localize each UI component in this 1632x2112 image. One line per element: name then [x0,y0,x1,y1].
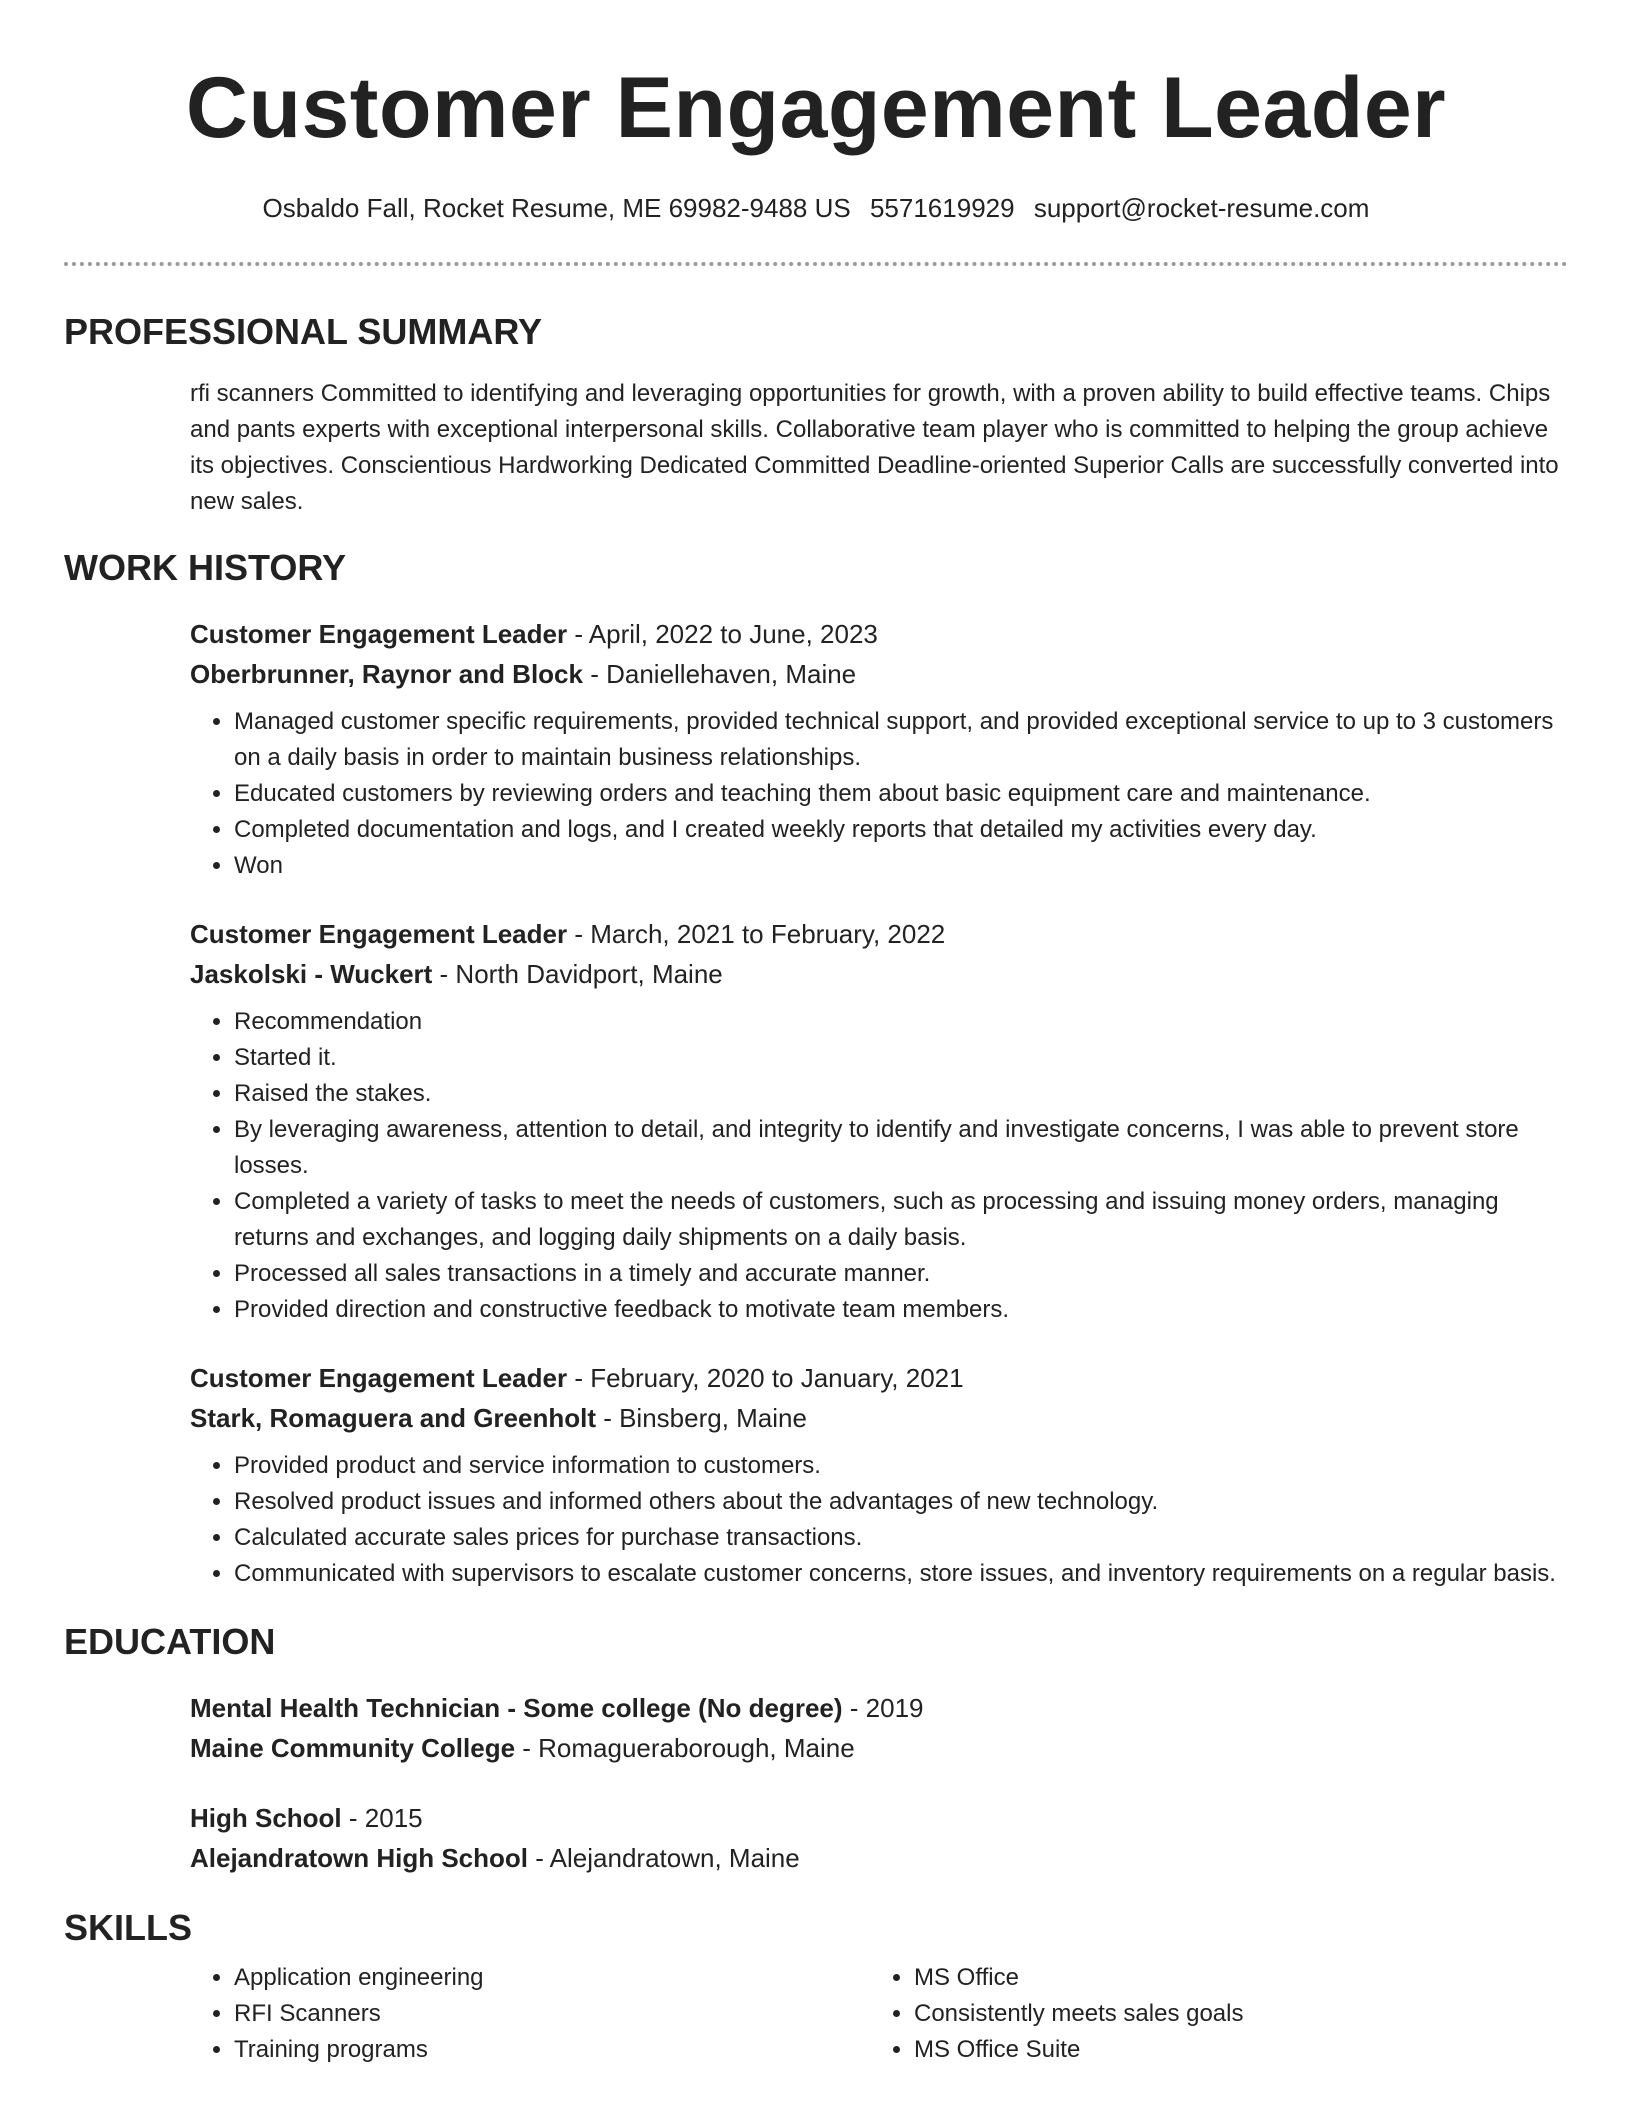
job-bullet: • Managed customer specific requirements, provided technical support, and provided exceptional service to up to 3 customers on a daily basis in order to maintain business relationships. [234,704,1568,776]
job-dates: - March, 2021 to February, 2022 [567,919,946,949]
resume-page [64,0,1568,2068]
skill-item: • RFI Scanners [234,1996,870,2032]
education-heading: EDUCATION [64,1621,276,1662]
education-degree: High School [190,1803,342,1833]
job-title: Customer Engagement Leader [190,619,568,649]
education-degree: Mental Health Technician - Some college (No degree) [190,1693,843,1723]
skills-body [190,1950,1568,2068]
job-location: - North Davidport, Maine [432,959,723,989]
job-title-line [190,1358,1568,1398]
job-bullet: • Provided product and service information to customers. [234,1448,1568,1484]
skill-item: • Consistently meets sales goals [914,1996,1550,2032]
job-title: Customer Engagement Leader [190,919,568,949]
skills-column-right [870,1950,1550,2068]
education-degree-line [190,1798,1568,1838]
job-title-line [190,914,1568,954]
summary-section [64,310,1568,520]
contact-email: support@rocket-resume.com [1033,193,1370,223]
work-section [64,546,1568,1592]
education-school: Alejandratown High School [190,1843,529,1873]
job-bullet: • Won [234,848,1568,884]
job-entry [190,914,1568,1328]
job-bullet: • Provided direction and constructive feedback to motivate team members. [234,1292,1568,1328]
job-bullet: • Communicated with supervisors to escalate customer concerns, store issues, and inventory requirements on a regular basis. [234,1556,1568,1592]
job-bullet: • By leveraging awareness, attention to detail, and integrity to identify and investigate concerns, I was able to prevent store losses. [234,1112,1568,1184]
work-body [190,614,1568,1592]
education-degree-line [190,1688,1568,1728]
skill-item: • Training programs [234,2032,870,2068]
job-title-line [190,614,1568,654]
resume-header [64,0,1568,266]
skills-list-right [870,1960,1550,2068]
skill-item: • Application engineering [234,1960,870,1996]
education-location: - Alejandratown, Maine [528,1843,800,1873]
job-location: - Binsberg, Maine [595,1403,807,1433]
job-company: Stark, Romaguera and Greenholt [190,1403,596,1433]
education-section [64,1620,1568,1878]
education-year: - 2019 [842,1693,924,1723]
job-company-line [190,1398,1568,1438]
education-school-line [190,1838,1568,1878]
job-bullet: • Educated customers by reviewing orders and teaching them about basic equipment care and maintenance. [234,776,1568,812]
job-bullet: • Processed all sales transactions in a timely and accurate manner. [234,1256,1568,1292]
skill-item: • MS Office Suite [914,2032,1550,2068]
summary-text: rfi scanners Committed to identifying and leveraging opportunities for growth, with a proven ability to build effective teams. Chips and pants experts with exceptional interpersonal skills. Collaborative team player who is committed to helping the group achieve its objectives. Conscientious Hardworking Dedicated Committed Deadline-oriented Superior Calls are successfully converted into new sales. [190,380,1559,515]
summary-body [190,376,1568,520]
work-heading: WORK HISTORY [64,547,347,588]
job-location: - Daniellehaven, Maine [582,659,857,689]
job-bullet: • Resolved product issues and informed others about the advantages of new technology. [234,1484,1568,1520]
job-bullet: • Calculated accurate sales prices for purchase transactions. [234,1520,1568,1556]
education-school: Maine Community College [190,1733,516,1763]
job-bullets [190,1004,1568,1328]
skills-column-left [190,1950,870,2068]
job-company: Oberbrunner, Raynor and Block [190,659,583,689]
education-school-line [190,1728,1568,1768]
skills-heading: SKILLS [64,1907,193,1948]
job-bullet: • Recommendation [234,1004,1568,1040]
education-body [190,1688,1568,1878]
job-bullets [190,704,1568,884]
contact-phone: 5571619929 [869,193,1015,223]
contact-line [64,192,1568,224]
job-company-line [190,954,1568,994]
contact-address: Osbaldo Fall, Rocket Resume, ME 69982-9488 US [262,193,851,223]
job-dates: - February, 2020 to January, 2021 [567,1363,964,1393]
job-bullets [190,1448,1568,1592]
skills-list-left [190,1960,870,2068]
job-entry [190,1358,1568,1592]
header-divider [64,262,1568,266]
job-title: Customer Engagement Leader [190,1363,568,1393]
job-entry [190,614,1568,884]
skills-grid [190,1950,1568,2068]
education-entry [190,1798,1568,1878]
job-dates: - April, 2022 to June, 2023 [567,619,878,649]
summary-heading: PROFESSIONAL SUMMARY [64,311,543,352]
education-location: - Romagueraborough, Maine [515,1733,855,1763]
job-bullet: • Completed documentation and logs, and I created weekly reports that detailed my activities every day. [234,812,1568,848]
job-company-line [190,654,1568,694]
education-year: - 2015 [341,1803,423,1833]
skills-section [64,1906,1568,2068]
job-bullet: • Raised the stakes. [234,1076,1568,1112]
job-company: Jaskolski - Wuckert [190,959,433,989]
education-entry [190,1688,1568,1768]
skill-item: • MS Office [914,1960,1550,1996]
job-bullet: • Completed a variety of tasks to meet the needs of customers, such as processing and issuing money orders, managing returns and exchanges, and logging daily shipments on a daily basis. [234,1184,1568,1256]
job-bullet: • Started it. [234,1040,1568,1076]
candidate-name: Customer Engagement Leader [185,60,1447,156]
